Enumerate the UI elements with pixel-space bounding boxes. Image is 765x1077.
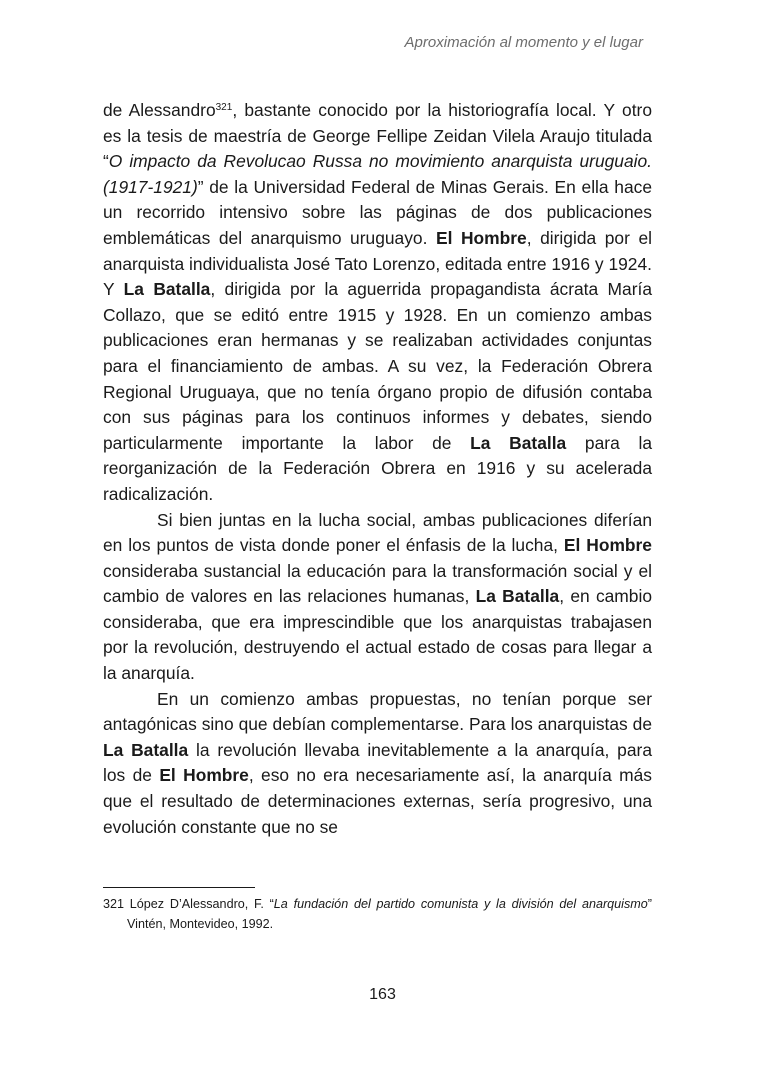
publication-name: La Batalla [103,739,189,760]
paragraph-1: de Alessandro$^{321}$, bastante conocido por la historiografía local. Y otro es la tesis de maestría de George Fellipe Zeidan Vilela Araujo titulada “O impacto da Revolucao Russa no movimiento anarquista uruguaio. (1917-1921)” de la Universidad Federal de Minas Gerais. En ella hace un recorrido intensivo sobre las páginas de dos publicaciones emblemáticas del anarquismo uruguayo. El Hombre, dirigida por el anarquista individualista José Tato Lorenzo, editada entre 1916 y 1924. Y La Batalla, dirigida por la aguerrida propagandista ácrata María Collazo, que se editó entre 1915 y 1928. En un comienzo ambas publicaciones eran hermanas y se realizaban actividades conjuntas para el financiamiento de ambas. A su vez, la Federación Obrera Regional Uruguaya, que no tenía órgano propio de difusión contaba con sus páginas para los continuos informes y debates, siendo particularmente importante la labor de La Batalla para la reorganización de la Federación Obrera en 1916 y su acelerada radicalización. [103,100,653,504]
publication-name: La Batalla [123,279,211,300]
paragraph-3: En un comienzo ambas propuestas, no tenían porque ser antagónicas sino que debían complementarse. Para los anarquistas de La Batalla la revolución llevaba inevitablemente a la anarquía, para los de El Hombre, eso no era necesariamente así, la anarquía más que el resultado de determinaciones externas, sería progresivo, una evolución constante que no se [103,688,652,837]
footnote-title: La fundación del partido comunista y la división del anarquismo [273,897,648,911]
page-number: 163 [369,986,396,1003]
publication-name: El Hombre [435,227,527,248]
running-header: Aproximación al momento y el lugar [404,34,643,51]
footnote-reference: 321 [215,102,233,113]
publication-name: La Batalla [470,432,567,453]
publication-name: El Hombre [159,765,249,786]
publication-name: La Batalla [475,586,560,607]
footnote: 321 López D’Alessandro, F. “La fundación del partido comunista y la división del anarquismo” Vintén, Montevideo, 1992. [103,897,652,931]
thesis-title: O impacto da Revolucao Russa no movimiento anarquista uruguaio. (1917-1921) [103,151,652,197]
paragraph-2: Si bien juntas en la lucha social, ambas publicaciones diferían en los puntos de vista donde poner el énfasis de la lucha, El Hombre consideraba sustancial la educación para la transformación social y el cambio de valores en las relaciones humanas, La Batalla, en cambio consideraba, que era imprescindible que los anarquistas trabajasen por la revolución, destruyendo el actual estado de cosas para llegar a la anarquía. [103,509,653,684]
body-text [103,98,652,840]
footnote-divider [103,887,255,888]
publication-name: El Hombre [563,535,652,556]
